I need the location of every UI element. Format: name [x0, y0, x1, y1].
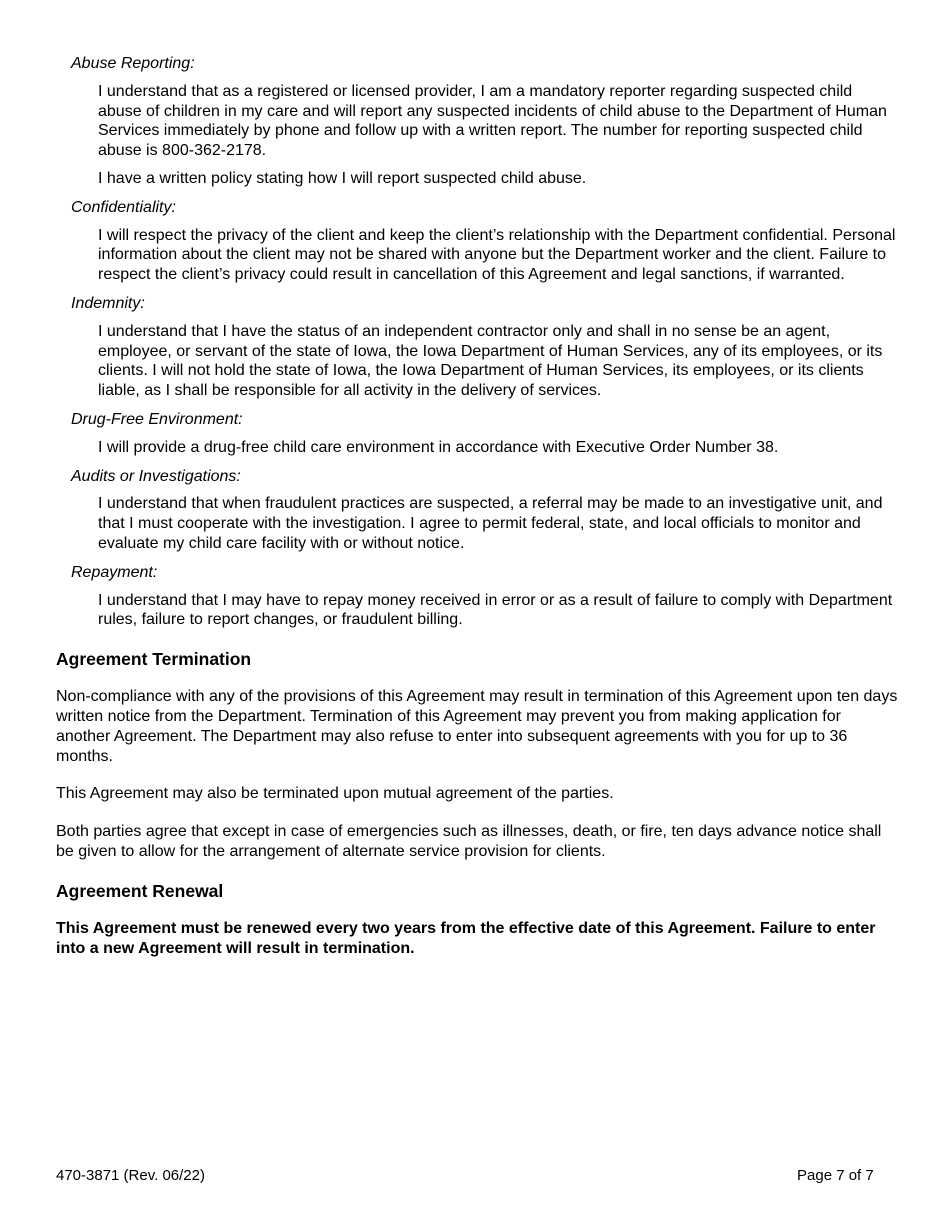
section-repayment [56, 563, 898, 630]
agreement-termination-heading: Agreement Termination [56, 649, 252, 670]
section-indemnity [56, 294, 898, 401]
termination-paragraph: Both parties agree that except in case of emergencies such as illnesses, death, or fire, ten days advance notice shall be given to allow for the arrangement of alternate service provision for clients. [56, 823, 882, 860]
termination-paragraph: Non-compliance with any of the provisions of this Agreement may result in termination of this Agreement upon ten days written notice from the Department. Termination of this Agreement may prevent you from making application for another Agreement. The Department may also refuse to enter into subsequent agreements with you for up to 36 months. [56, 688, 898, 765]
page-number: Page 7 of 7 [797, 1167, 874, 1184]
agreement-renewal-heading: Agreement Renewal [56, 880, 224, 901]
section-paragraph: I will respect the privacy of the client and keep the client’s relationship with the Department confidential. Personal information about the client may not be shared with anyone but the Department worker and the client. Failure to respect the client’s privacy could result in cancellation of this Agreement and legal sanctions, if warranted. [98, 226, 896, 284]
section-paragraph: I have a written policy stating how I will report suspected child abuse. [98, 169, 587, 187]
section-paragraph: I understand that when fraudulent practices are suspected, a referral may be made to an investigative unit, and that I must cooperate with the investigation. I agree to permit federal, state, and local officials to monitor and evaluate my child care facility with or without notice. [98, 495, 883, 552]
section-heading: Drug-Free Environment: [71, 410, 243, 428]
section-paragraph: I understand that I may have to repay money received in error or as a result of failure to comply with Department rules, failure to report changes, or fraudulent billing. [98, 591, 893, 629]
section-confidentiality [56, 198, 898, 285]
section-heading: Confidentiality: [71, 198, 176, 216]
section-paragraph: I understand that I have the status of an independent contractor only and shall in no sense be an agent, employee, or servant of the state of Iowa, the Iowa Department of Human Services, any of its employees, or its clients. I will not hold the state of Iowa, the Iowa Department of Human Services, its employees, or its clients liable, as I shall be responsible for all activity in the delivery of services. [98, 322, 883, 400]
termination-paragraph: This Agreement may also be terminated upon mutual agreement of the parties. [56, 785, 614, 803]
section-heading: Audits or Investigations: [71, 467, 241, 485]
document-page [56, 54, 898, 958]
section-abuse-reporting [56, 54, 898, 189]
renewal-statement: This Agreement must be renewed every two years from the effective date of this Agreement. Failure to enter into a new Agreement will result in termination. [56, 919, 876, 957]
section-paragraph: I understand that as a registered or licensed provider, I am a mandatory reporter regarding suspected child abuse of children in my care and will report any suspected incidents of child abuse to the Department of Human Services immediately by phone and follow up with a written report. The number for reporting suspected child abuse is 800-362-2178. [98, 82, 887, 160]
section-audits-investigations [56, 467, 898, 554]
form-number: 470-3871 (Rev. 06/22) [56, 1167, 205, 1184]
section-heading: Indemnity: [71, 294, 145, 312]
section-paragraph: I will provide a drug-free child care environment in accordance with Executive Order Number 38. [98, 438, 779, 456]
section-drug-free-environment [56, 410, 898, 458]
agreement-termination-section [56, 648, 898, 862]
section-heading: Abuse Reporting: [71, 55, 195, 72]
section-heading: Repayment: [71, 563, 158, 581]
agreement-renewal-section [56, 880, 898, 959]
